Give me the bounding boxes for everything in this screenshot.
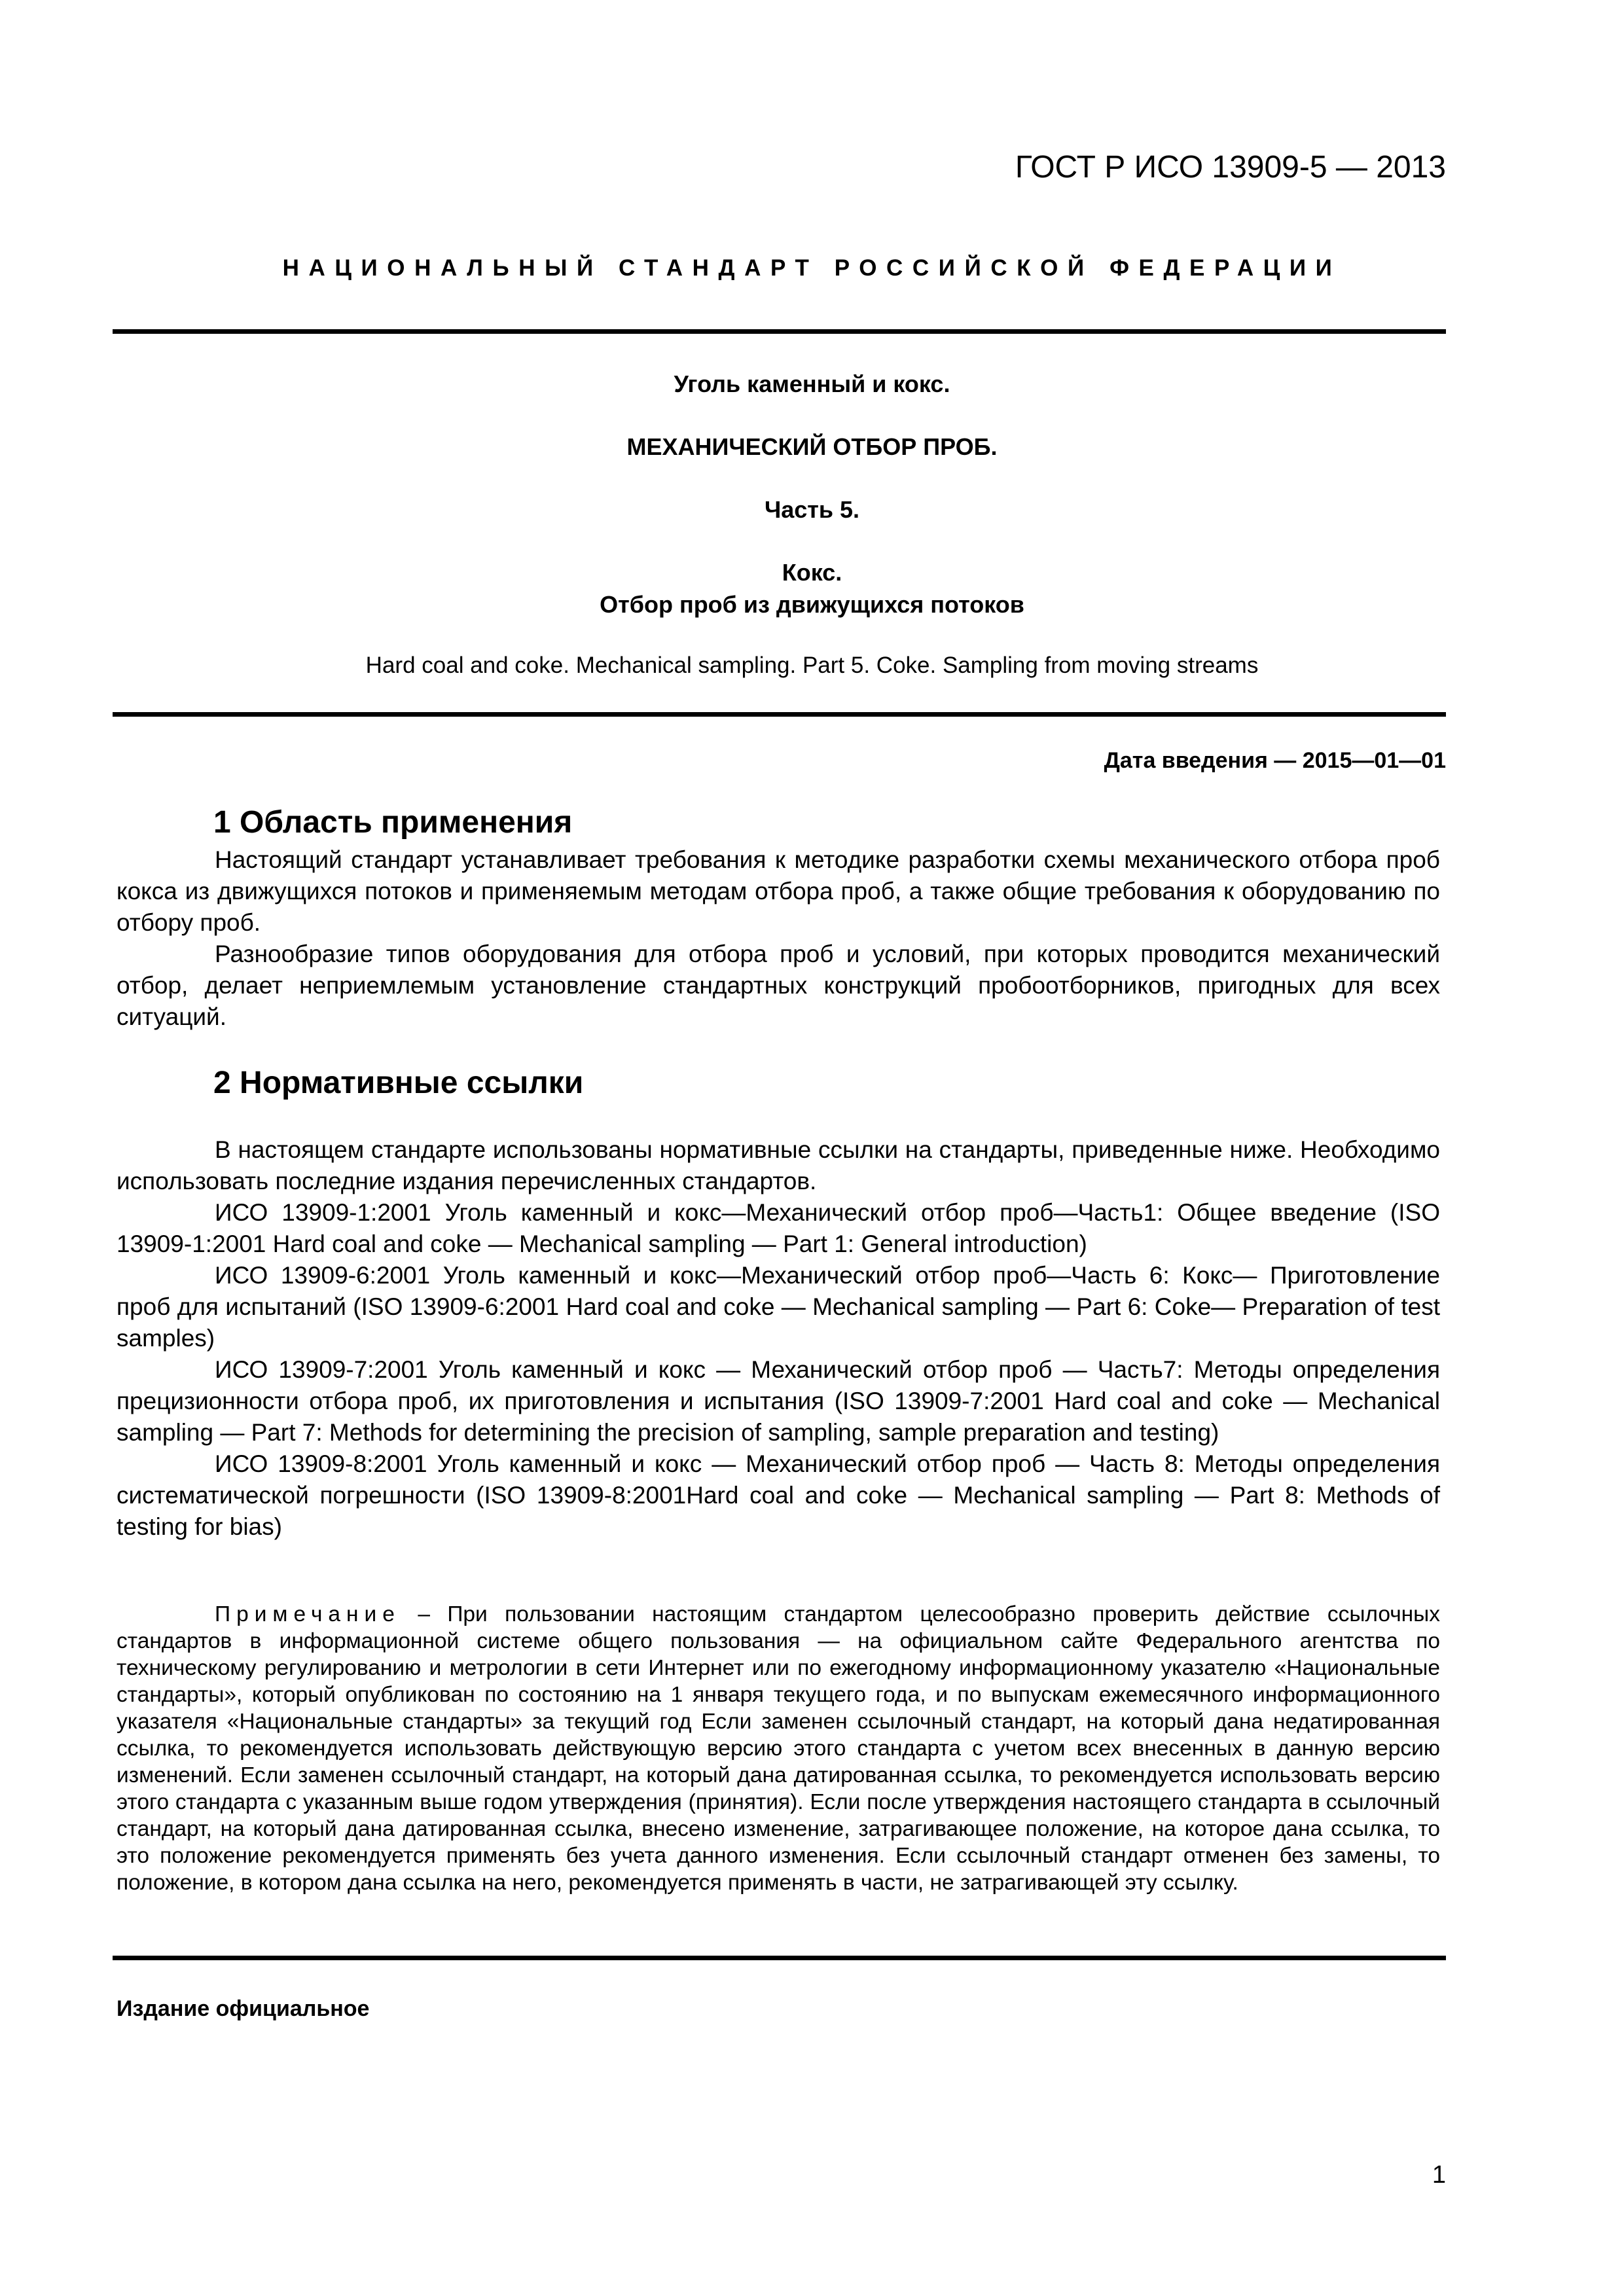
note-paragraph xyxy=(117,1601,1440,1896)
title-line-4: Кокс. xyxy=(782,559,842,586)
section-2-paragraph: В настоящем стандарте использованы нормативные ссылки на стандарты, приведенные ниже. Необходимо использовать последние издания перечисленных стандартов. xyxy=(117,1136,1440,1194)
standard-code: ГОСТ Р ИСО 13909-5 — 2013 xyxy=(1015,150,1446,185)
reference-item: ИСО 13909-6:2001 Уголь каменный и кокс—Механический отбор проб—Часть 6: Кокс— Приготовление проб для испытаний (ISO 13909-6:2001 Hard coal and coke — Mechanical sampling — Part 6: Coke— Preparation of test samples) xyxy=(117,1262,1440,1352)
reference-item: ИСО 13909-1:2001 Уголь каменный и кокс—Механический отбор проб—Часть1: Общее введение (ISO 13909-1:2001 Hard coal and coke — Mechanical sampling — Part 1: General introduction) xyxy=(117,1199,1440,1257)
section-1-paragraph: Настоящий стандарт устанавливает требования к методике разработки схемы механического отбора проб кокса из движущихся потоков и применяемым методам отбора проб, а также общие требования к оборудованию по отбору проб. xyxy=(117,846,1440,936)
note-text: – При пользовании настоящим стандартом целесообразно проверить действие ссылочных стандартов в информационной системе общего пользования — на официальном сайте Федерального агентства по техническому регулированию и метрологии в сети Интернет или по ежегодному информационному указателю «Национальные стандарты», который опубликован по состоянию на 1 января текущего года, и по выпускам ежемесячного информационного указателя «Национальные стандарты» за текущий год Если заменен ссылочный стандарт, на который дана недатированная ссылка, то рекомендуется использовать действующую версию этого стандарта с учетом всех внесенных в данную версию изменений. Если заменен ссылочный стандарт, на который дана датированная ссылка, то рекомендуется использовать версию этого стандарта с указанным выше годом утверждения (принятия). Если после утверждения настоящего стандарта в ссылочный стандарт, на который дана датированная ссылка, внесено изменение, затрагивающее положение, на которое дана ссылка, то это положение рекомендуется применять без учета данного изменения. Если ссылочный стандарт отменен без замены, то положение, в котором дана ссылка на него, рекомендуется применять в части, не затрагивающей эту ссылку. xyxy=(117,1602,1440,1895)
title-rule xyxy=(113,712,1446,717)
section-1-heading: 1 Область применения xyxy=(213,805,573,840)
national-standard-label: НАЦИОНАЛЬНЫЙ СТАНДАРТ РОССИЙСКОЙ ФЕДЕРАЦИИ xyxy=(282,255,1342,281)
title-line-2: МЕХАНИЧЕСКИЙ ОТБОР ПРОБ. xyxy=(626,433,998,460)
title-line-5: Отбор проб из движущихся потоков xyxy=(600,591,1024,618)
top-rule xyxy=(113,329,1446,334)
title-line-3: Часть 5. xyxy=(764,496,860,523)
section-2-heading: 2 Нормативные ссылки xyxy=(213,1066,584,1100)
section-2-body xyxy=(117,1134,1440,1543)
introduction-date: Дата введения — 2015—01—01 xyxy=(1104,748,1446,773)
section-1-paragraph: Разнообразие типов оборудования для отбора проб и условий, при которых проводится механический отбор, делает неприемлемым установление стандартных конструкций пробоотборников, пригодных для всех ситуаций. xyxy=(117,941,1440,1030)
official-edition-label: Издание официальное xyxy=(117,1996,370,2021)
reference-item: ИСО 13909-8:2001 Уголь каменный и кокс — Механический отбор проб — Часть 8: Методы определения систематической погрешности (ISO 13909-8:2001Hard coal and coke — Mechanical sampling — Part 8: Methods of testing for bias) xyxy=(117,1450,1440,1540)
title-line-1: Уголь каменный и кокс. xyxy=(674,370,950,397)
english-title: Hard coal and coke. Mechanical sampling. Part 5. Coke. Sampling from moving streams xyxy=(365,653,1259,678)
section-1-body xyxy=(117,844,1440,1033)
bottom-rule xyxy=(113,1956,1446,1960)
note-label: Примечание xyxy=(215,1602,401,1626)
page-number: 1 xyxy=(1432,2161,1446,2189)
reference-item: ИСО 13909-7:2001 Уголь каменный и кокс — Механический отбор проб — Часть7: Методы определения прецизионности отбора проб, их приготовления и испытания (ISO 13909-7:2001 Hard coal and coke — Mechanical sampling — Part 7: Methods for determining the precision of sampling, sample preparation and testing) xyxy=(117,1356,1440,1446)
